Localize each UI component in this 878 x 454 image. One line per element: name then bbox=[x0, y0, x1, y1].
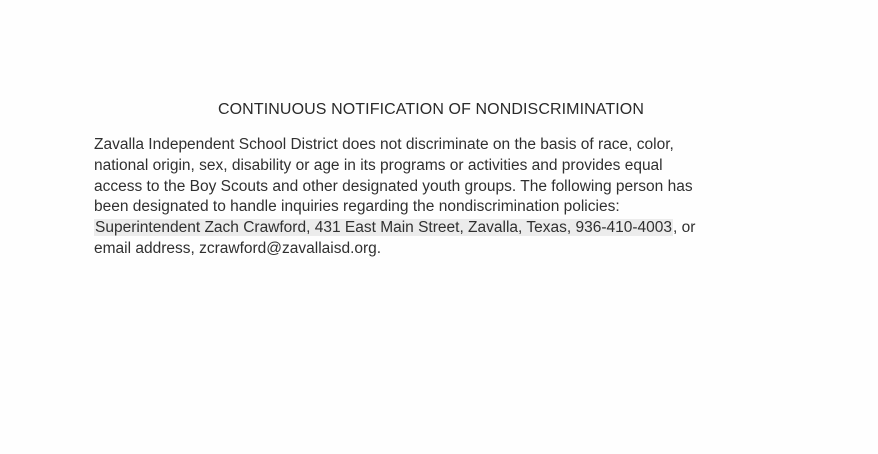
notice-line-6: email address, zcrawford@zavallaisd.org. bbox=[94, 239, 382, 257]
notice-line-4: been designated to handle inquiries regarding the nondiscrimination policies: bbox=[94, 198, 620, 216]
notice-line-5-tail: , or bbox=[673, 219, 696, 237]
notice-line-5 bbox=[94, 218, 814, 239]
notice-title: CONTINUOUS NOTIFICATION OF NONDISCRIMINATION bbox=[217, 101, 645, 118]
notice-line-2: national origin, sex, disability or age in its programs or activities and provides equal bbox=[94, 156, 663, 174]
notice-line-3: access to the Boy Scouts and other designated youth groups. The following person has bbox=[94, 177, 693, 195]
contact-highlight: Superintendent Zach Crawford, 431 East Main Street, Zavalla, Texas, 936-410-4003 bbox=[95, 219, 672, 237]
notice-line-1: Zavalla Independent School District does not discriminate on the basis of race, color, bbox=[94, 136, 674, 153]
notice-body bbox=[94, 135, 814, 260]
